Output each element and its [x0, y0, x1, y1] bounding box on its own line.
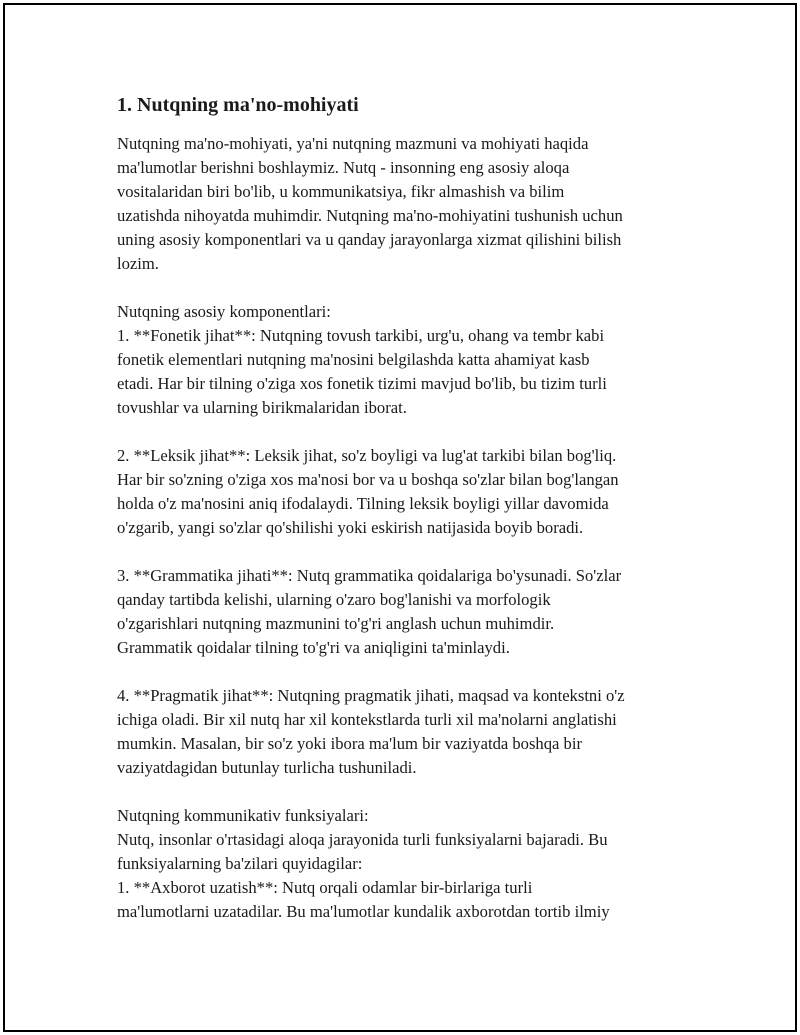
paragraph-gap [117, 420, 717, 444]
paragraph-gap [117, 540, 717, 564]
document-body [117, 92, 717, 924]
paragraph-communicative-functions: Nutqning kommunikativ funksiyalari: Nutq, insonlar o'rtasidagi aloqa jarayonida turli funksiyalarni bajaradi. Bu funksiyalarning ba'zilari quyidagilar: 1. **Axborot uzatish**: Nutq orqali odamlar bir-birlariga turli ma'lumotlarni uzatadilar. Bu ma'lumotlar kundalik axborotdan tortib ilmiy [117, 806, 610, 921]
paragraph-gap [117, 780, 717, 804]
section-heading: 1. Nutqning ma'no-mohiyati [117, 94, 359, 116]
paragraph-grammar: 3. **Grammatika jihati**: Nutq grammatika qoidalariga bo'ysunadi. So'zlar qanday tartibda kelishi, ularning o'zaro bog'lanishi va morfologik o'zgarishlari nutqning mazmunini to'g'ri anglash uchun muhimdir. Grammatik qoidalar tilning to'g'ri va aniqligini ta'minlaydi. [117, 566, 622, 657]
paragraph-pragmatic: 4. **Pragmatik jihat**: Nutqning pragmatik jihati, maqsad va kontekstni o'z ichiga oladi. Bir xil nutq har xil kontekstlarda turli xil ma'nolarni anglatishi mumkin. Masalan, bir so'z yoki ibora ma'lum bir vaziyatda boshqa bir vaziyatdagidan butunlay turlicha tushuniladi. [117, 686, 625, 777]
paragraph-intro: Nutqning ma'no-mohiyati, ya'ni nutqning mazmuni va mohiyati haqida ma'lumotlar berishni boshlaymiz. Nutq - insonning eng asosiy aloqa vositalaridan biri bo'lib, u kommunikatsiya, fikr almashish va bilim uzatishda nihoyatda muhimdir. Nutqning ma'no-mohiyatini tushunish uchun uning asosiy komponentlari va u qanday jarayonlarga xizmat qilishini bilish lozim. [117, 134, 623, 273]
paragraph-lexical: 2. **Leksik jihat**: Leksik jihat, so'z boyligi va lug'at tarkibi bilan bog'liq. Har bir so'zning o'ziga xos ma'nosi bor va u boshqa so'zlar bilan bog'langan holda o'z ma'nosini aniq ifodalaydi. Tilning leksik boyligi yillar davomida o'zgarib, yangi so'zlar qo'shilishi yoki eskirish natijasida boyib boradi. [117, 446, 619, 537]
paragraph-gap [117, 276, 717, 300]
paragraph-components-phonetic: Nutqning asosiy komponentlari: 1. **Fonetik jihat**: Nutqning tovush tarkibi, urg'u, ohang va tembr kabi fonetik elementlari nutqning ma'nosini belgilashda katta ahamiyat kasb etadi. Har bir tilning o'ziga xos fonetik tizimi mavjud bo'lib, bu tizim turli tovushlar va ularning birikmalaridan iborat. [117, 302, 607, 417]
paragraph-gap [117, 660, 717, 684]
